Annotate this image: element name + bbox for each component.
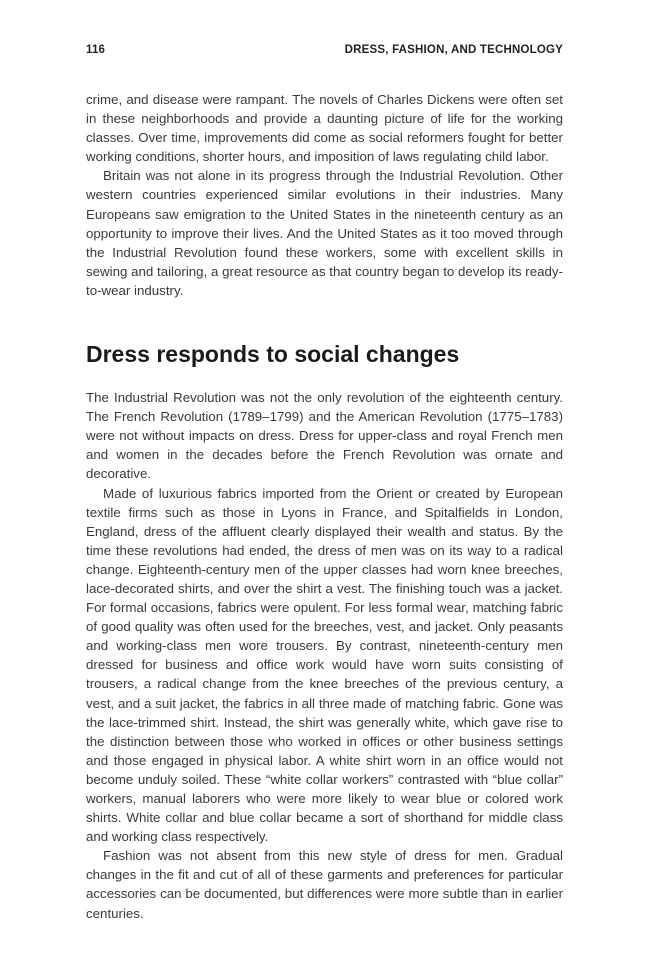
body-paragraph: Made of luxurious fabrics imported from the Orient or created by European textile firms such as those in Lyons in France, and Spitalfields in London, England, dress of the affluent clearly displayed their wealth and status. By the time these revolutions had ended, the dress of men was on its way to a radical change. Eighteenth-century men of the upper classes had worn knee breeches, lace-decorated shirts, and over the shirt a vest. The finishing touch was a jacket. For formal occasions, fabrics were opulent. For less formal wear, matching fabric of good quality was often used for the breeches, vest, and jacket. Only peasants and working-class men wore trousers. By contrast, nineteenth-century men dressed for business and office work would have worn suits consisting of trousers, a radical change from the knee breeches of the previous century, a vest, and a suit jacket, the fabrics in all three made of matching fabric. Gone was the lace-trimmed shirt. Instead, the shirt was generally white, which gave rise to the distinction between those who worked in offices or other business settings and those engaged in physical labor. A white shirt worn in an office would not become unduly soiled. These “white collar workers” contrasted with “blue collar” workers, manual laborers who were more likely to wear blue or colored work shirts. White collar and blue collar became a sort of shorthand for middle class and working class respectively. bbox=[86, 485, 563, 845]
body-paragraph: Fashion was not absent from this new style of dress for men. Gradual changes in the fit and cut of all of these garments and preferences for particular accessories can be documented, but differences were more subtle than in earlier centuries. bbox=[86, 848, 563, 921]
body-paragraph: crime, and disease were rampant. The novels of Charles Dickens were often set in these neighborhoods and provide a daunting picture of life for the working classes. Over time, improvements did come as social reformers fought for better working conditions, shorter hours, and imposition of laws regulating child labor. bbox=[86, 92, 563, 165]
body-paragraph: Britain was not alone in its progress through the Industrial Revolution. Other western countries experienced similar evolutions in their industries. Many Europeans saw emigration to the United States in the nineteenth century as an opportunity to improve their lives. And the United States as it too moved through the Industrial Revolution found these workers, some with excellent skills in sewing and tailoring, a great resource as that country began to develop its ready-to-wear industry. bbox=[86, 168, 563, 298]
page-number: 116 bbox=[86, 44, 106, 56]
body-paragraph: The Industrial Revolution was not the only revolution of the eighteenth century. The French Revolution (1789–1799) and the American Revolution (1775–1783) were not without impacts on dress. Dress for upper-class and royal French men and women in the decades before the French Revolution was ornate and decorative. bbox=[86, 390, 563, 482]
section-heading: Dress responds to social changes bbox=[86, 341, 460, 368]
page-body bbox=[86, 90, 563, 923]
running-head bbox=[86, 44, 563, 56]
running-title: DRESS, FASHION, AND TECHNOLOGY bbox=[344, 44, 563, 56]
